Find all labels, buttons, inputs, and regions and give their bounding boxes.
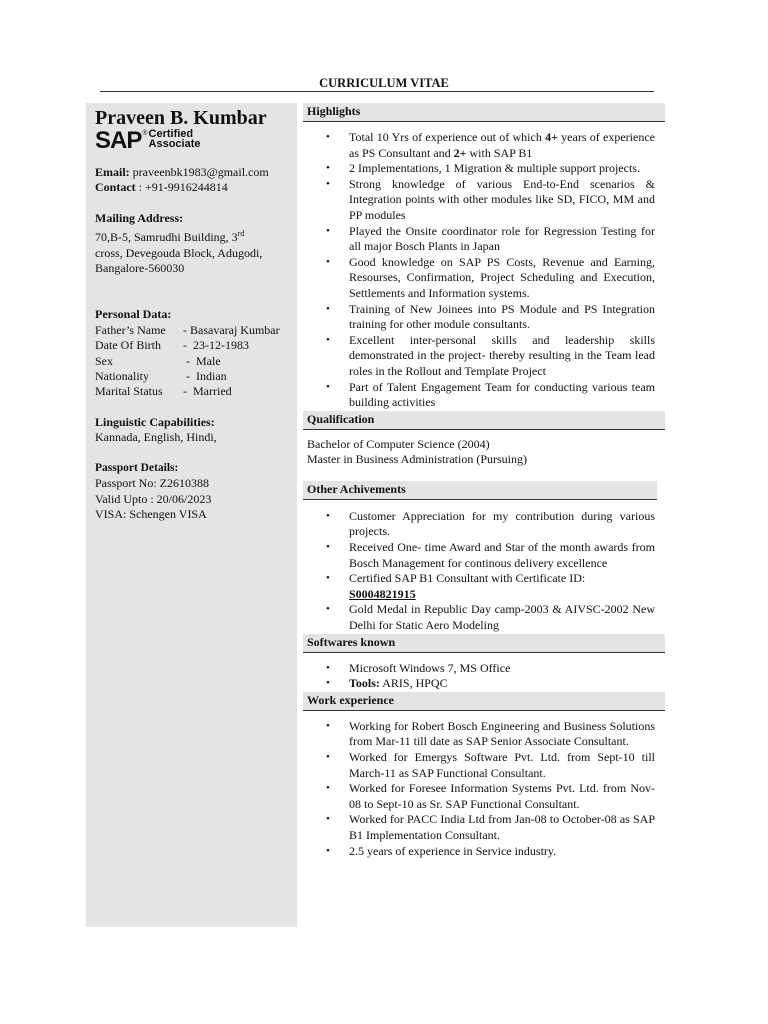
personal-key: Date Of Birth [95,338,161,353]
email-label: Email: [95,165,130,179]
personal-data-list [95,323,288,400]
sidebar [86,103,297,927]
bullet-icon: • [326,572,330,585]
item-text: Total 10 Yrs of experience out of which [349,130,546,144]
list-item [303,177,665,224]
passport-number: Passport No: Z2610388 [95,476,209,491]
item-text: with SAP B1 [466,145,533,160]
address-line-3: Bangalore-560030 [95,261,185,276]
bullet-icon: • [326,661,330,674]
item-text: ARIS, HPQC [379,676,448,691]
list-item [303,781,665,812]
bullet-icon: • [326,541,330,554]
personal-key: Nationality [95,369,149,384]
list-item [303,161,665,177]
bullet-icon: • [326,380,330,393]
item-text: Received One- time Award and Star of the month awards from Bosch Management for continous delivery excellence [349,540,655,570]
list-item [303,540,665,571]
item-text: years of experience as PS Consultant and [349,130,655,160]
item-bold: 4+ [545,130,558,144]
personal-value: - 23-12-1983 [180,338,249,353]
bullet-icon: • [326,302,330,315]
list-item [303,333,665,380]
personal-value: - Male [180,353,221,368]
tools-label: Tools: [349,676,380,691]
software-section [303,634,665,692]
email-line [95,165,288,180]
bullet-icon: • [326,255,330,268]
item-text: Part of Talent Engagement Team for conducting various team building activities [349,379,655,410]
bullet-icon: • [326,509,330,522]
list-item [303,224,665,255]
bullet-icon: • [326,719,330,732]
item-text: Excellent inter-personal skills and leadership skills demonstrated in the project- thereby resulting in the Team lead roles in the Rollout and Template Project [349,332,655,378]
personal-value: - Married [180,384,232,399]
main-content [303,103,665,859]
work-list [303,719,665,859]
work-section [303,692,665,859]
item-text: Worked for Emergys Software Pvt. Ltd. from Sept-10 till March-11 as SAP Functional Consultant. [349,750,655,780]
bullet-icon: • [326,677,330,690]
address-line-1-sup: rd [237,229,245,239]
sap-logo-line2: Associate [148,137,201,150]
bullet-icon: • [326,603,330,616]
list-item [303,844,665,860]
personal-key: Sex [95,353,113,368]
document-title: CURRICULUM VITAE [319,76,449,90]
list-item [303,602,665,633]
certificate-id: S0004821915 [349,586,416,601]
item-text: Working for Robert Bosch Engineering and Business Solutions from Mar-11 till date as SAP Senior Associate Consultant. [349,718,655,749]
bullet-icon: • [326,751,330,763]
list-item [303,380,665,411]
qualification-line: Master in Business Administration (Pursuing) [307,452,527,467]
bullet-icon: • [326,844,330,857]
personal-row-father [95,323,288,338]
contact-line [95,180,288,195]
bullet-icon: • [326,333,330,346]
achievements-heading: Other Achivements [303,481,657,500]
list-item [303,571,665,602]
contact-label: Contact [95,180,136,195]
item-text: Played the Onsite coordinator role for Regression Testing for all major Bosch Plants in Japan [349,223,655,254]
visa-info: VISA: Schengen VISA [95,506,207,521]
item-text: Training of New Joinees into PS Module and PS Integration training for other module consultants. [349,301,655,332]
personal-key: Marital Status [95,384,163,399]
personal-row-marital [95,384,288,399]
personal-value: - Basavaraj Kumbar [180,322,280,337]
list-item [303,661,665,677]
item-text: Microsoft Windows 7, MS Office [349,660,511,675]
highlights-list [303,130,665,411]
software-list [303,661,665,692]
sap-logo-word: SAP [95,127,142,154]
list-item [303,302,665,333]
personal-row-dob [95,338,288,353]
passport-label: Passport Details: [95,461,179,474]
item-text: Worked for PACC India Ltd from Jan-08 to October-08 as SAP B1 Implementation Consultant. [349,812,655,842]
email-value: praveenbk1983@gmail.com [132,165,269,179]
item-text: Good knowledge on SAP PS Costs, Revenue and Earning, Resourses, Confirmation, Project Scheduling and Execution, Settlements and Information systems. [349,254,655,300]
item-bold: 2+ [453,145,467,160]
list-item [303,812,665,843]
bullet-icon: • [326,224,330,237]
languages-value: Kannada, English, Hindi, [95,430,217,445]
highlights-heading: Highlights [303,103,665,122]
address-line-2: cross, Devegouda Block, Adugodi, [95,245,263,260]
bullet-icon: • [326,131,330,143]
personal-data-label: Personal Data: [95,307,172,322]
sap-logo-certified [149,130,201,149]
bullet-icon: • [326,162,330,175]
address-line-1-text: 70,B-5, Samrudhi Building, 3 [95,230,238,245]
item-text: 2.5 years of experience in Service industry. [349,843,557,858]
list-item [303,509,665,540]
sap-logo-registered: ® [142,130,148,137]
highlights-section [303,103,665,411]
item-text: Worked for Foresee Information Systems Pvt. Ltd. from Nov-08 to Sept-10 as Sr. SAP Functional Consultant. [349,781,655,811]
candidate-name: Praveen B. Kumbar [95,107,267,129]
qualification-section [303,411,665,481]
linguistic-label: Linguistic Capabilities: [95,414,215,429]
address-line-1 [95,226,288,245]
item-text: 2 Implementations, 1 Migration & multiple support projects. [349,161,640,176]
bullet-icon: • [326,782,330,795]
title-rule [100,91,654,92]
contact-value: : +91-9916244814 [138,180,228,195]
qualification-heading: Qualification [303,411,665,430]
item-text: Certified SAP B1 Consultant with Certificate ID: [349,571,586,586]
mailing-address-label: Mailing Address: [95,210,184,225]
personal-key: Father’s Name [95,322,166,337]
list-item [303,676,665,692]
item-text: Customer Appreciation for my contribution during various projects. [349,508,655,539]
achievements-section [303,481,665,634]
qualification-line: Bachelor of Computer Science (2004) [307,436,490,451]
work-heading: Work experience [303,692,665,711]
personal-row-nationality [95,369,288,384]
personal-row-sex [95,354,288,369]
passport-valid-upto: Valid Upto : 20/06/2023 [95,491,212,506]
personal-value: - Indian [180,369,227,384]
list-item [303,255,665,302]
sap-logo-line1: Certified [148,128,194,140]
sap-certified-logo [95,127,288,154]
achievements-list [303,509,665,634]
item-text: Strong knowledge of various End-to-End scenarios & Integration points with other modules like SD, FICO, MM and PP modules [349,176,655,222]
list-item [303,750,665,781]
list-item [303,130,665,161]
bullet-icon: • [326,813,330,826]
software-heading: Softwares known [303,634,665,653]
bullet-icon: • [326,177,330,190]
item-text: Gold Medal in Republic Day camp-2003 & AIVSC-2002 New Delhi for Static Aero Modeling [349,602,655,633]
list-item [303,719,665,750]
